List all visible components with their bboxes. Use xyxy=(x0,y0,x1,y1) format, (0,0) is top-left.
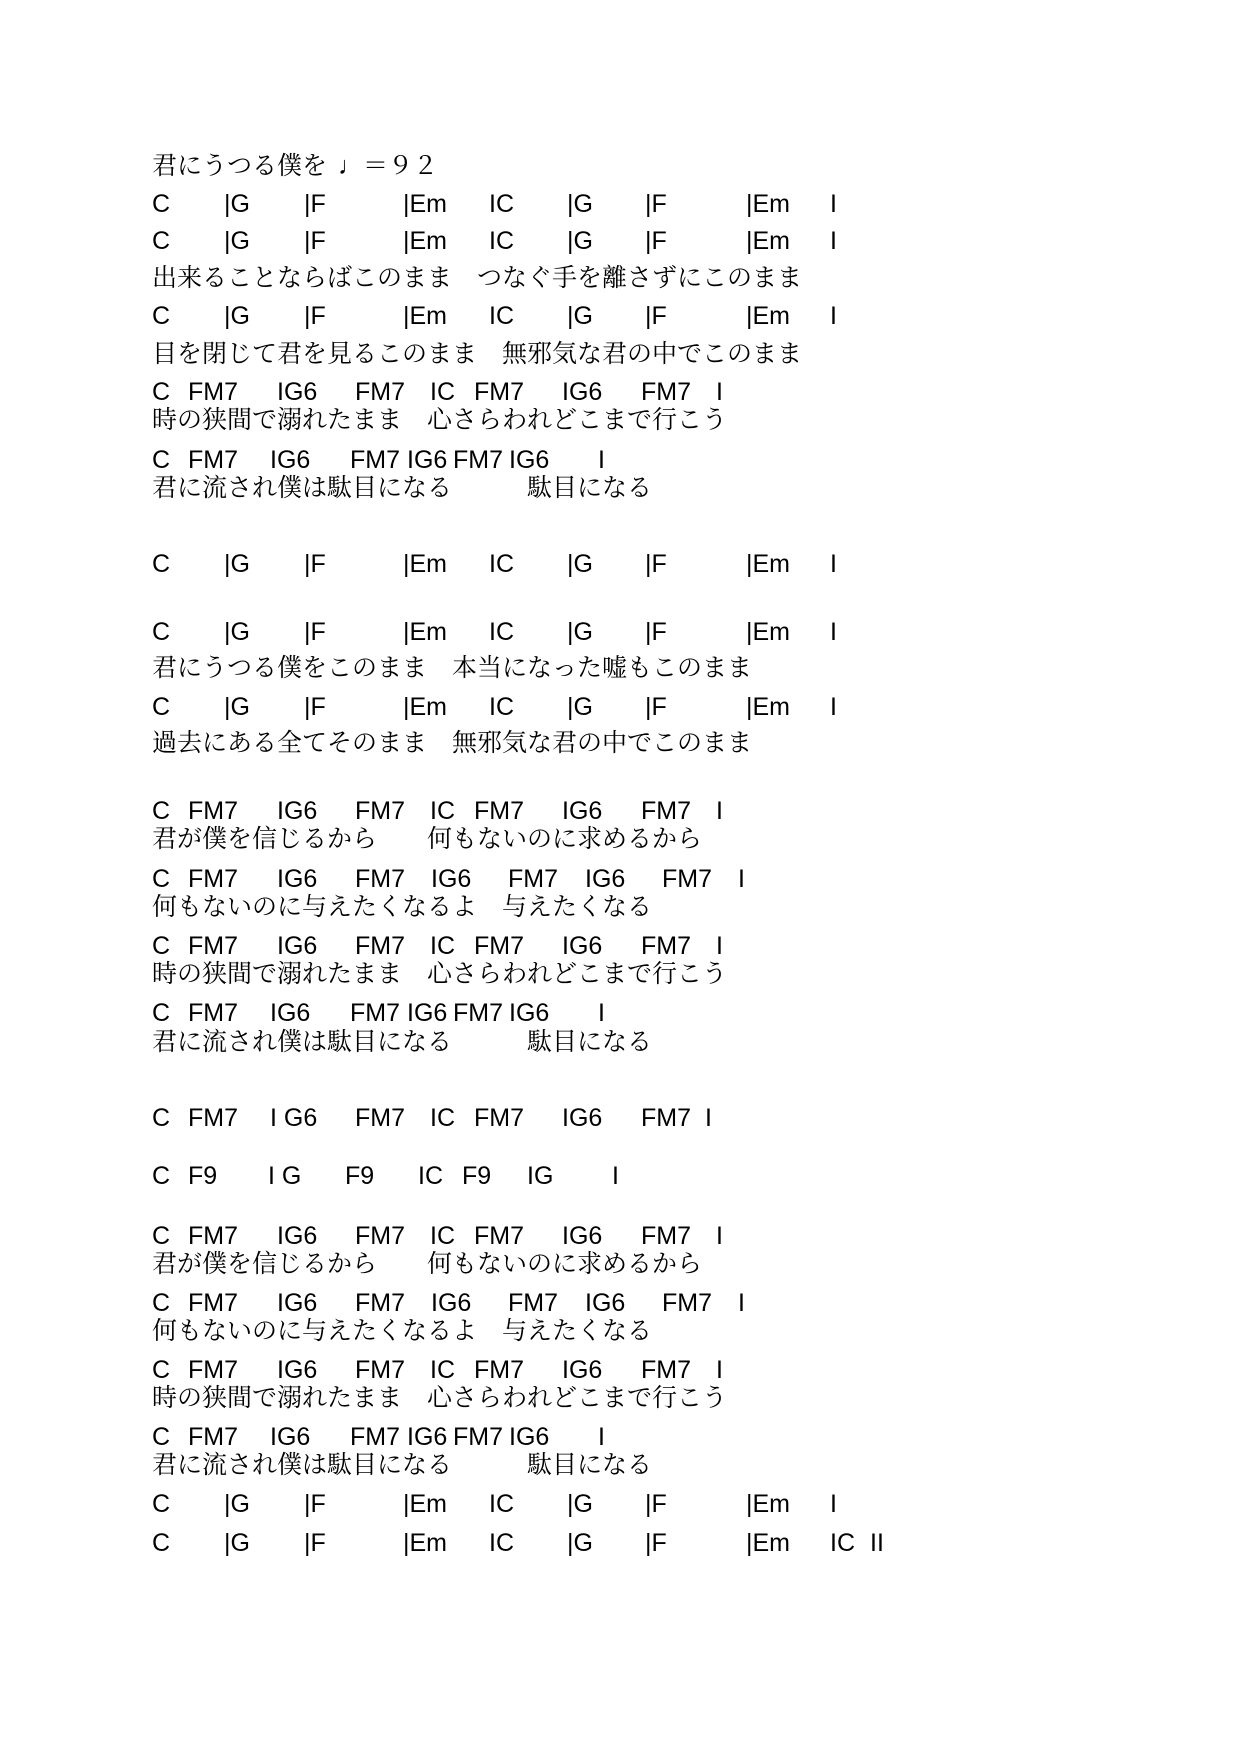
lyric-line: 君に流され僕は駄目になる 駄目になる xyxy=(152,1028,653,1056)
chord: IC xyxy=(430,797,455,825)
chord: |Em xyxy=(403,550,447,578)
chord: FM7 xyxy=(641,797,691,825)
chord: II xyxy=(870,1529,884,1557)
title-line xyxy=(0,151,1239,181)
chord: |F xyxy=(304,190,326,218)
chord-line xyxy=(0,189,1239,219)
chord: IG6 xyxy=(407,999,448,1027)
chord: IG6 xyxy=(585,1289,626,1317)
chord: IC xyxy=(489,693,514,721)
chord: |G xyxy=(224,1490,250,1518)
chord: C xyxy=(152,1356,171,1384)
chord: FM7 xyxy=(453,1423,503,1451)
chord: |G xyxy=(567,227,593,255)
chord: I xyxy=(830,302,837,330)
chord: C xyxy=(152,190,171,218)
chord: FM7 xyxy=(474,378,524,406)
chord: FM7 xyxy=(641,378,691,406)
chord: FM7 xyxy=(641,932,691,960)
chord: |Em xyxy=(403,1529,447,1557)
chord: |F xyxy=(645,227,667,255)
chord-line xyxy=(0,1161,1239,1191)
chord: I xyxy=(830,693,837,721)
chord: |G xyxy=(224,693,250,721)
chord-line xyxy=(0,796,1239,826)
chord: C xyxy=(152,1289,171,1317)
chord: IG6 xyxy=(277,1289,318,1317)
chord: |G xyxy=(224,1529,250,1557)
chord: IC xyxy=(430,932,455,960)
lyric-line: 過去にある全てそのまま 無邪気な君の中でこのまま xyxy=(152,729,753,757)
chord-line xyxy=(0,1103,1239,1133)
chord: FM7 xyxy=(662,1289,712,1317)
chord: C xyxy=(152,1162,171,1190)
chord: |F xyxy=(645,190,667,218)
chord: FM7 xyxy=(508,1289,558,1317)
chord-line xyxy=(0,445,1239,475)
chord: I xyxy=(716,932,723,960)
tempo-marking: ♩＝９２ xyxy=(338,152,439,180)
chord: I xyxy=(716,378,723,406)
chord: IG6 xyxy=(407,1423,448,1451)
chord: I xyxy=(738,865,745,893)
chord: I xyxy=(598,1423,605,1451)
chord: |G xyxy=(567,302,593,330)
chord: IG6 xyxy=(270,999,311,1027)
chord: I xyxy=(598,446,605,474)
chord: C xyxy=(152,797,171,825)
chord: FM7 xyxy=(355,932,405,960)
chord: FM7 xyxy=(355,1104,405,1132)
lyric-line: 何もないのに与えたくなるよ 与えたくなる xyxy=(152,893,653,921)
song-title: 君にうつる僕を xyxy=(152,152,328,180)
chord: I xyxy=(705,1104,712,1132)
chord: C xyxy=(152,1529,171,1557)
chord: |Em xyxy=(403,1490,447,1518)
chord: IG6 xyxy=(431,1289,472,1317)
lyric-line: 君が僕を信じるから 何もないのに求めるから xyxy=(152,825,703,853)
chord: |G xyxy=(567,550,593,578)
chord: |G xyxy=(224,190,250,218)
chord: FM7 xyxy=(188,865,238,893)
chord: FM7 xyxy=(188,932,238,960)
chord: FM7 xyxy=(350,446,400,474)
chord: |Em xyxy=(746,190,790,218)
chord: IC xyxy=(430,1104,455,1132)
chord-line xyxy=(0,377,1239,407)
chord: C xyxy=(152,302,171,330)
chord: IG6 xyxy=(407,446,448,474)
chord: |F xyxy=(645,1490,667,1518)
chord: IG6 xyxy=(270,446,311,474)
chord-line xyxy=(0,301,1239,331)
chord-line xyxy=(0,864,1239,894)
chord: C xyxy=(152,446,171,474)
lyric-line: 目を閉じて君を見るこのまま 無邪気な君の中でこのまま xyxy=(152,340,803,368)
chord: FM7 xyxy=(188,1104,238,1132)
chord: FM7 xyxy=(355,797,405,825)
chord: FM7 xyxy=(641,1356,691,1384)
lyric-line: 時の狭間で溺れたまま 心さらわれどこまで行こう xyxy=(152,1384,728,1412)
chord: IG6 xyxy=(277,378,318,406)
chord: |G xyxy=(567,618,593,646)
chord: C xyxy=(152,618,171,646)
chord: IC xyxy=(830,1529,855,1557)
chord: IC xyxy=(489,227,514,255)
chord: FM7 xyxy=(453,446,503,474)
chord: |F xyxy=(304,302,326,330)
chord: C xyxy=(152,227,171,255)
chord: |F xyxy=(304,550,326,578)
chord-line xyxy=(0,617,1239,647)
chord: I G xyxy=(268,1162,302,1190)
chord: FM7 xyxy=(662,865,712,893)
chord: FM7 xyxy=(188,1289,238,1317)
chord: IG6 xyxy=(562,797,603,825)
chord: |Em xyxy=(403,618,447,646)
chord: FM7 xyxy=(474,1104,524,1132)
chord: |Em xyxy=(746,1529,790,1557)
chord: IG6 xyxy=(509,1423,550,1451)
chord: FM7 xyxy=(188,999,238,1027)
chord: |Em xyxy=(746,693,790,721)
chord: FM7 xyxy=(474,1356,524,1384)
chord: FM7 xyxy=(355,1356,405,1384)
chord: IC xyxy=(489,550,514,578)
chord: |F xyxy=(645,302,667,330)
chord: |G xyxy=(224,550,250,578)
chord-line xyxy=(0,1288,1239,1318)
chord: FM7 xyxy=(188,1222,238,1250)
chord: |Em xyxy=(746,227,790,255)
chord: |Em xyxy=(746,550,790,578)
chord-line xyxy=(0,1355,1239,1385)
chord: |F xyxy=(645,1529,667,1557)
chord: C xyxy=(152,865,171,893)
chord: IG6 xyxy=(562,932,603,960)
chord: FM7 xyxy=(350,1423,400,1451)
chord: FM7 xyxy=(355,1289,405,1317)
chord: |G xyxy=(567,190,593,218)
chord: |F xyxy=(304,693,326,721)
chord: |F xyxy=(304,1490,326,1518)
chord: FM7 xyxy=(355,378,405,406)
chord: FM7 xyxy=(188,797,238,825)
chord-line xyxy=(0,1528,1239,1558)
chord: IG6 xyxy=(562,1356,603,1384)
chord: FM7 xyxy=(641,1104,691,1132)
chord: C xyxy=(152,1104,171,1132)
chord: |F xyxy=(304,227,326,255)
chord: FM7 xyxy=(350,999,400,1027)
chord: I xyxy=(716,1222,723,1250)
lyric-line: 何もないのに与えたくなるよ 与えたくなる xyxy=(152,1317,653,1345)
chord: IC xyxy=(489,1490,514,1518)
chord: |F xyxy=(645,693,667,721)
chord: IC xyxy=(489,618,514,646)
chord: FM7 xyxy=(355,865,405,893)
chord: C xyxy=(152,999,171,1027)
chord: IG6 xyxy=(277,1356,318,1384)
chord-line xyxy=(0,226,1239,256)
chord: IG6 xyxy=(270,1423,311,1451)
chord: IG6 xyxy=(562,1222,603,1250)
lyric-line: 出来ることならばこのまま つなぐ手を離さずにこのまま xyxy=(152,264,803,292)
chord: I xyxy=(830,227,837,255)
chord: C xyxy=(152,550,171,578)
chord: IG6 xyxy=(562,1104,603,1132)
chord: IG6 xyxy=(277,932,318,960)
chord-line xyxy=(0,549,1239,579)
chord: FM7 xyxy=(453,999,503,1027)
chord: I G6 xyxy=(270,1104,318,1132)
chord: FM7 xyxy=(474,797,524,825)
chord: |Em xyxy=(746,302,790,330)
lyric-line: 君にうつる僕をこのまま 本当になった嘘もこのまま xyxy=(152,654,753,682)
chord: IG6 xyxy=(585,865,626,893)
chord: |G xyxy=(224,302,250,330)
chord: I xyxy=(738,1289,745,1317)
chord: |F xyxy=(304,618,326,646)
chord: FM7 xyxy=(474,932,524,960)
chord: FM7 xyxy=(188,1356,238,1384)
chord: IC xyxy=(430,1222,455,1250)
chord: IG6 xyxy=(431,865,472,893)
lyric-line: 君が僕を信じるから 何もないのに求めるから xyxy=(152,1250,703,1278)
chord: C xyxy=(152,693,171,721)
chord: |Em xyxy=(403,302,447,330)
chord-line xyxy=(0,1422,1239,1452)
chord: F9 xyxy=(462,1162,492,1190)
chord: |G xyxy=(567,693,593,721)
chord: IC xyxy=(418,1162,443,1190)
chord: |F xyxy=(304,1529,326,1557)
chord: IG6 xyxy=(277,1222,318,1250)
chord: I xyxy=(612,1162,619,1190)
chord: FM7 xyxy=(508,865,558,893)
chord: |F xyxy=(645,618,667,646)
chord: FM7 xyxy=(474,1222,524,1250)
chord: I xyxy=(830,618,837,646)
chord: I xyxy=(830,550,837,578)
chord: C xyxy=(152,1490,171,1518)
chord: IG xyxy=(527,1162,554,1190)
chord: I xyxy=(830,1490,837,1518)
chord: |Em xyxy=(746,1490,790,1518)
chord: FM7 xyxy=(188,378,238,406)
lyric-line: 時の狭間で溺れたまま 心さらわれどこまで行こう xyxy=(152,960,728,988)
chord: I xyxy=(598,999,605,1027)
chord: IC xyxy=(489,190,514,218)
chord: F9 xyxy=(188,1162,218,1190)
chord: |Em xyxy=(403,693,447,721)
chord: |G xyxy=(224,618,250,646)
chord: IG6 xyxy=(277,865,318,893)
chord: |G xyxy=(224,227,250,255)
chord-line xyxy=(0,1489,1239,1519)
chord: IG6 xyxy=(509,446,550,474)
chord: IC xyxy=(489,1529,514,1557)
chord: I xyxy=(716,797,723,825)
chord-line xyxy=(0,931,1239,961)
lyric-line: 君に流され僕は駄目になる 駄目になる xyxy=(152,474,653,502)
chord: IC xyxy=(430,378,455,406)
chord: IG6 xyxy=(562,378,603,406)
chord: IG6 xyxy=(509,999,550,1027)
chord: C xyxy=(152,1423,171,1451)
chord: FM7 xyxy=(188,446,238,474)
chord: IG6 xyxy=(277,797,318,825)
chord: C xyxy=(152,1222,171,1250)
chord-line xyxy=(0,692,1239,722)
chord: FM7 xyxy=(641,1222,691,1250)
chord-line xyxy=(0,1221,1239,1251)
chord: F9 xyxy=(345,1162,375,1190)
chord: |G xyxy=(567,1529,593,1557)
chord: |Em xyxy=(746,618,790,646)
chord: |Em xyxy=(403,227,447,255)
chord: FM7 xyxy=(188,1423,238,1451)
chord: C xyxy=(152,378,171,406)
chord-line xyxy=(0,998,1239,1028)
chord: |Em xyxy=(403,190,447,218)
chord: I xyxy=(716,1356,723,1384)
chord: FM7 xyxy=(355,1222,405,1250)
chord: IC xyxy=(489,302,514,330)
lyric-line: 時の狭間で溺れたまま 心さらわれどこまで行こう xyxy=(152,406,728,434)
chord: |F xyxy=(645,550,667,578)
chord: C xyxy=(152,932,171,960)
chord: |G xyxy=(567,1490,593,1518)
chord: I xyxy=(830,190,837,218)
lyric-line: 君に流され僕は駄目になる 駄目になる xyxy=(152,1451,653,1479)
chord: IC xyxy=(430,1356,455,1384)
